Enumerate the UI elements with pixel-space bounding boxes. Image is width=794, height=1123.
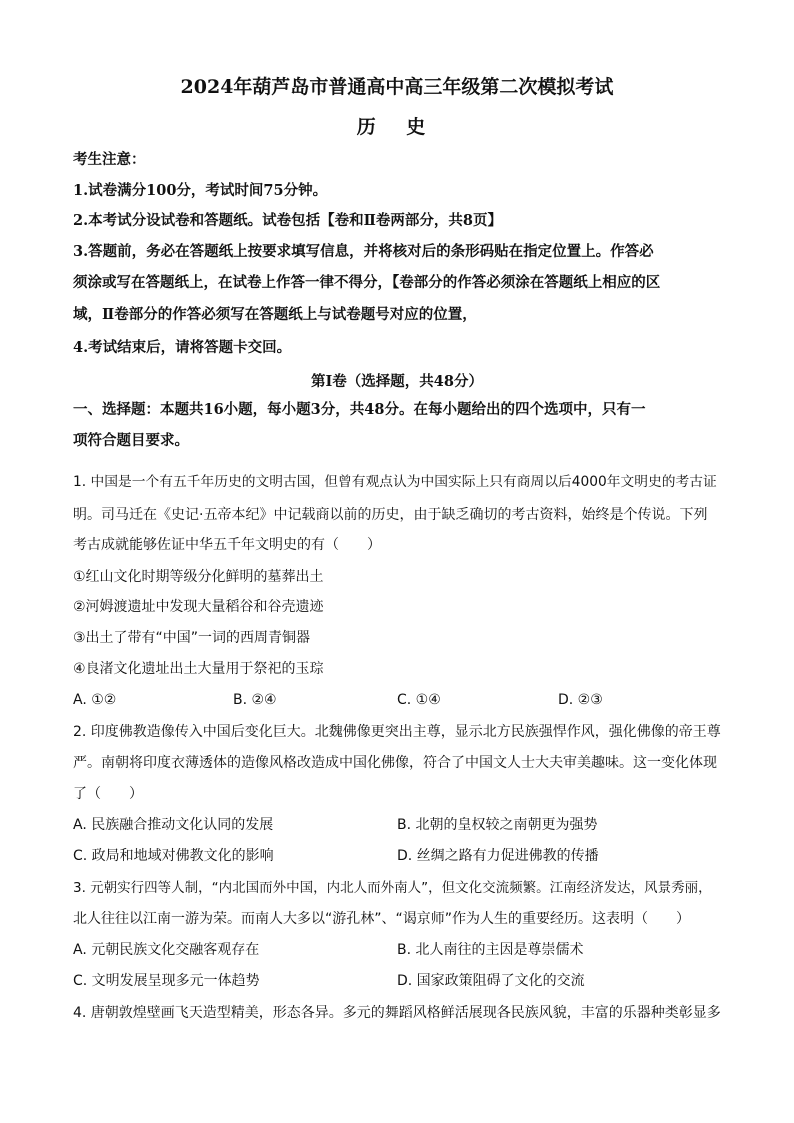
section-heading: 第Ⅰ卷（选择题，共48分） xyxy=(311,373,483,390)
question-1-item: ③出土了带有“中国”一词的西周青铜器 xyxy=(73,630,311,646)
notice-item: 须涂或写在答题纸上，在试卷上作答一律不得分，【卷部分的作答必须涂在答题纸上相应的区 xyxy=(73,274,661,291)
question-1-item: ①红山文化时期等级分化鲜明的墓葬出土 xyxy=(73,569,324,585)
question-1-option-a[interactable]: A. ①② xyxy=(73,692,117,708)
question-4-stem: 4. 唐朝敦煌壁画飞天造型精美，形态各异。多元的舞蹈风格鲜活展现各民族风貌，丰富的乐器种类彰显多 xyxy=(73,1005,721,1021)
question-2-option-c[interactable]: C. 政局和地域对佛教文化的影响 xyxy=(73,848,274,864)
question-3-option-a[interactable]: A. 元朝民族文化交融客观存在 xyxy=(73,942,260,958)
notice-item: 4.考试结束后，请将答题卡交回。 xyxy=(73,339,292,356)
question-3-option-b[interactable]: B. 北人南往的主因是尊崇儒术 xyxy=(397,942,584,958)
section-instructions: 一、选择题：本题共16小题，每小题3分，共48分。在每小题给出的四个选项中，只有一 xyxy=(73,401,646,418)
question-2-option-d[interactable]: D. 丝绸之路有力促进佛教的传播 xyxy=(397,848,599,864)
question-3-stem: 北人往往以江南一游为荣。而南人大多以“游孔林”、“谒京师”作为人生的重要经历。这表明（ ） xyxy=(73,911,691,927)
question-1-stem: 明。司马迁在《史记·五帝本纪》中记载商以前的历史，由于缺乏确切的考古资料，始终是个传说。下列 xyxy=(73,507,708,523)
notice-item: 域，Ⅱ卷部分的作答必须写在答题纸上与试卷题号对应的位置， xyxy=(73,306,477,323)
exam-title: 2024年葫芦岛市普通高中高三年级第二次模拟考试 xyxy=(180,76,614,98)
question-2-stem: 2. 印度佛教造像传入中国后变化巨大。北魏佛像更突出主尊，显示北方民族强悍作风，强化佛像的帝王尊 xyxy=(73,724,721,740)
notice-heading: 考生注意： xyxy=(73,151,146,168)
question-3-option-c[interactable]: C. 文明发展呈现多元一体趋势 xyxy=(73,973,260,989)
question-1-option-c[interactable]: C. ①④ xyxy=(397,692,441,708)
question-2-stem: 严。南朝将印度衣薄透体的造像风格改造成中国化佛像，符合了中国文人士大夫审美趣味。这一变化体现 xyxy=(73,755,717,771)
subject-title: 历 史 xyxy=(356,116,438,138)
question-1-item: ④良渚文化遗址出土大量用于祭祀的玉琮 xyxy=(73,661,324,677)
question-1-option-b[interactable]: B. ②④ xyxy=(233,692,277,708)
notice-item: 3.答题前，务必在答题纸上按要求填写信息，并将核对后的条形码贴在指定位置上。作答必 xyxy=(73,243,654,260)
question-1-stem: 考古成就能够佐证中华五千年文明史的有（ ） xyxy=(73,537,381,553)
question-1-item: ②河姆渡遗址中发现大量稻谷和谷壳遗迹 xyxy=(73,599,324,615)
question-1-option-d[interactable]: D. ②③ xyxy=(558,692,603,708)
notice-item: 1.试卷满分100分，考试时间75分钟。 xyxy=(73,182,328,199)
notice-item: 2.本考试分设试卷和答题纸。试卷包括【卷和Ⅱ卷两部分，共8页】 xyxy=(73,212,502,229)
question-3-stem: 3. 元朝实行四等人制，“内北国而外中国，内北人而外南人”，但文化交流频繁。江南经济发达，风景秀丽， xyxy=(73,880,712,896)
question-1-stem: 1. 中国是一个有五千年历史的文明古国，但曾有观点认为中国实际上只有商周以后4000年文明史的考古证 xyxy=(73,474,717,490)
question-2-option-a[interactable]: A. 民族融合推动文化认同的发展 xyxy=(73,817,274,833)
question-3-option-d[interactable]: D. 国家政策阻碍了文化的交流 xyxy=(397,973,585,989)
question-2-stem: 了（ ） xyxy=(73,786,143,802)
section-instructions: 项符合题目要求。 xyxy=(73,432,189,449)
question-2-option-b[interactable]: B. 北朝的皇权较之南朝更为强势 xyxy=(397,817,598,833)
